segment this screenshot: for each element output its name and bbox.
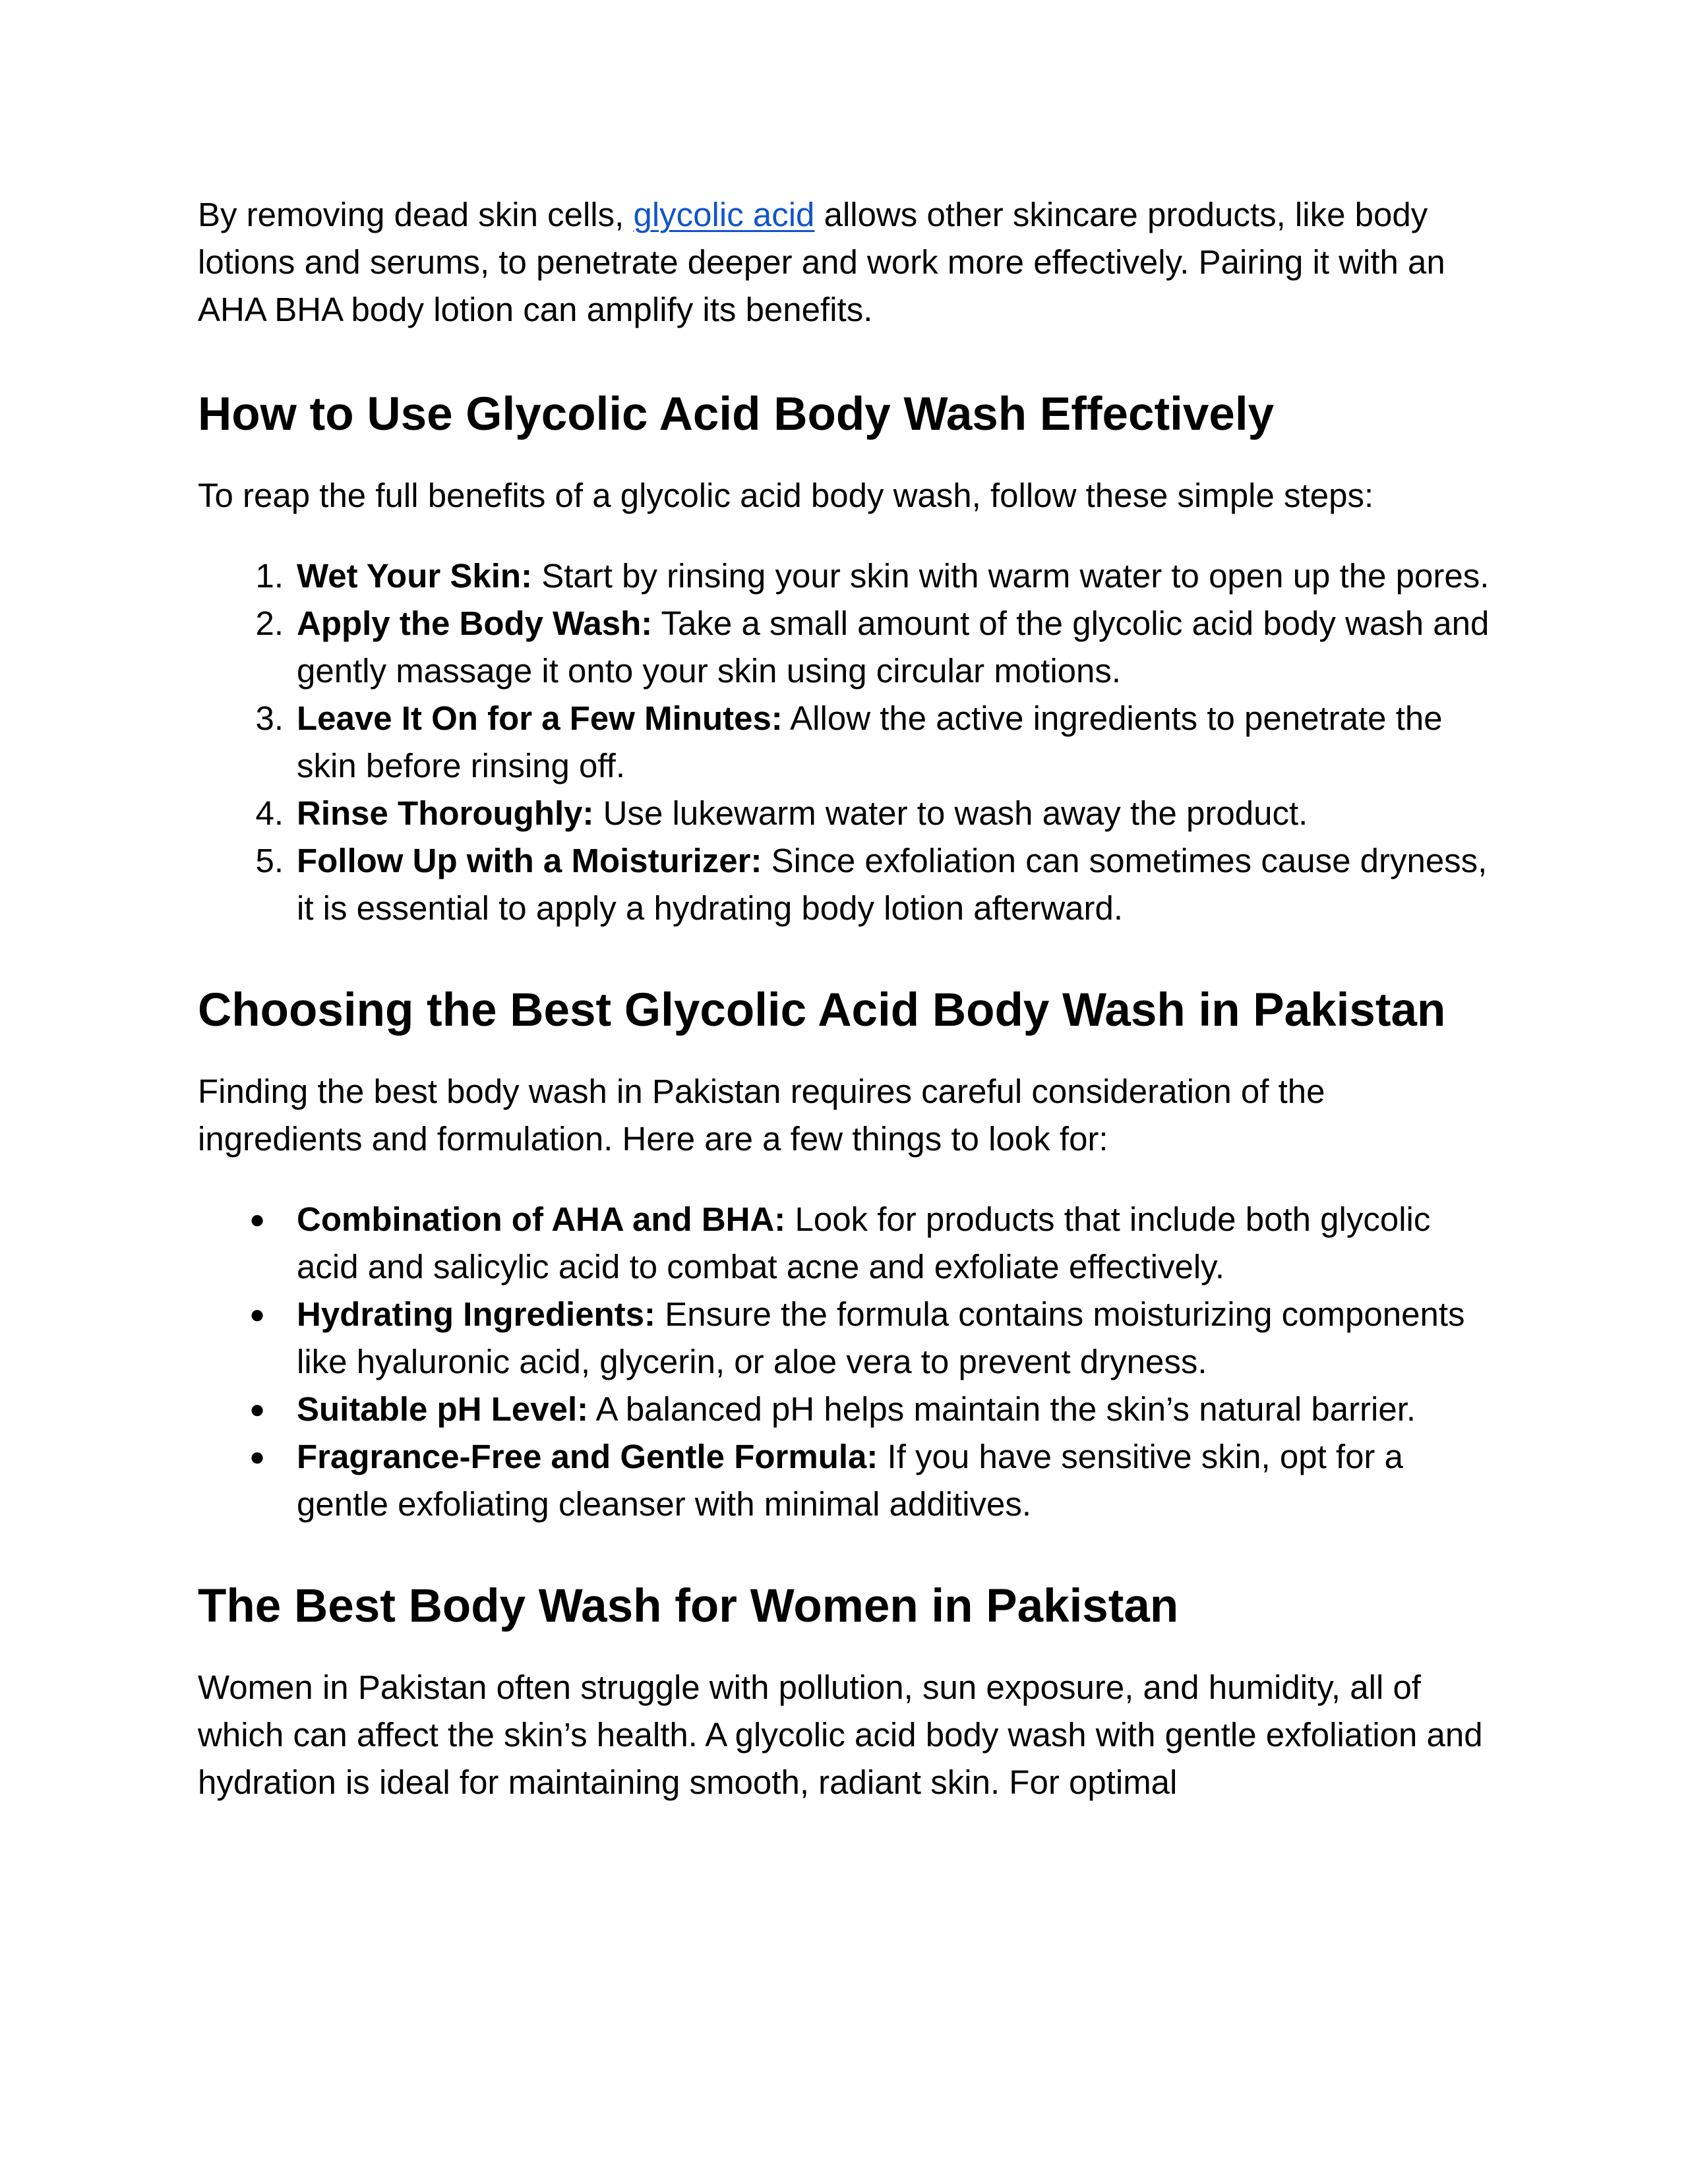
step-item [198,600,1490,695]
tip-item [198,1433,1490,1528]
best-for-women-paragraph: Women in Pakistan often struggle with pollution, sun exposure, and humidity, all of which can affect the skin’s health. A glycolic acid body wash with gentle exfoliation and hydration is ideal for maintaining smooth, radiant skin. For optimal [198,1668,1483,1801]
step-number: 2. [255,605,284,642]
step-text: Take a small amount of the glycolic acid body wash and gently massage it onto your skin using circular motions. [297,605,1490,690]
tip-title: Hydrating Ingredients: [297,1295,656,1333]
step-item [198,837,1490,932]
heading-choosing-best: Choosing the Best Glycolic Acid Body Wash in Pakistan [198,984,1446,1036]
tip-text: Look for products that include both glycolic acid and salicylic acid to combat acne and exfoliate effectively. [297,1200,1431,1285]
step-number: 4. [255,794,284,832]
step-number: 3. [255,699,284,737]
bullet-icon: ● [249,1395,266,1424]
step-item [198,695,1490,790]
tip-text: Ensure the formula contains moisturizing components like hyaluronic acid, glycerin, or aloe vera to prevent dryness. [297,1295,1465,1380]
tip-item [198,1196,1490,1291]
step-title: Leave It On for a Few Minutes: [297,699,783,737]
step-title: Follow Up with a Moisturizer: [297,842,762,879]
step-item [198,790,1490,837]
choosing-intro: Finding the best body wash in Pakistan requires careful consideration of the ingredients and formulation. Here are a few things to look for: [198,1073,1325,1158]
intro-text-before-link: By removing dead skin cells, [198,196,634,233]
tips-list [198,1196,1490,1528]
tip-text: A balanced pH helps maintain the skin’s natural barrier. [588,1390,1416,1428]
step-text: Allow the active ingredients to penetrate the skin before rinsing off. [297,699,1443,784]
bullet-icon: ● [249,1442,266,1471]
step-text: Since exfoliation can sometimes cause dryness, it is essential to apply a hydrating body lotion afterward. [297,842,1488,927]
steps-list [198,552,1490,932]
step-text: Start by rinsing your skin with warm water to open up the pores. [532,557,1490,595]
step-title: Rinse Thoroughly: [297,794,594,832]
step-number: 5. [255,842,284,879]
tip-title: Combination of AHA and BHA: [297,1200,786,1238]
bullet-icon: ● [249,1300,266,1329]
step-title: Apply the Body Wash: [297,605,653,642]
document-page [198,191,1490,1806]
tip-title: Suitable pH Level: [297,1390,589,1428]
step-item [198,552,1490,600]
tip-text: If you have sensitive skin, opt for a gentle exfoliating cleanser with minimal additives. [297,1438,1403,1523]
tip-item [198,1386,1490,1433]
tip-title: Fragrance-Free and Gentle Formula: [297,1438,878,1475]
glycolic-acid-link[interactable]: glycolic acid [633,196,815,233]
step-text: Use lukewarm water to wash away the product. [593,794,1308,832]
bullet-icon: ● [249,1205,266,1234]
intro-text-after-link: allows other skincare products, like body lotions and serums, to penetrate deeper and work more effectively. Pairing it with an AHA BHA body lotion can amplify its benefits. [198,196,1445,328]
heading-how-to-use: How to Use Glycolic Acid Body Wash Effectively [198,388,1275,440]
step-number: 1. [255,557,284,595]
how-to-use-intro: To reap the full benefits of a glycolic acid body wash, follow these simple steps: [198,477,1374,514]
heading-best-for-women: The Best Body Wash for Women in Pakistan [198,1580,1179,1632]
intro-paragraph [198,191,1490,334]
step-title: Wet Your Skin: [297,557,533,595]
tip-item [198,1291,1490,1386]
